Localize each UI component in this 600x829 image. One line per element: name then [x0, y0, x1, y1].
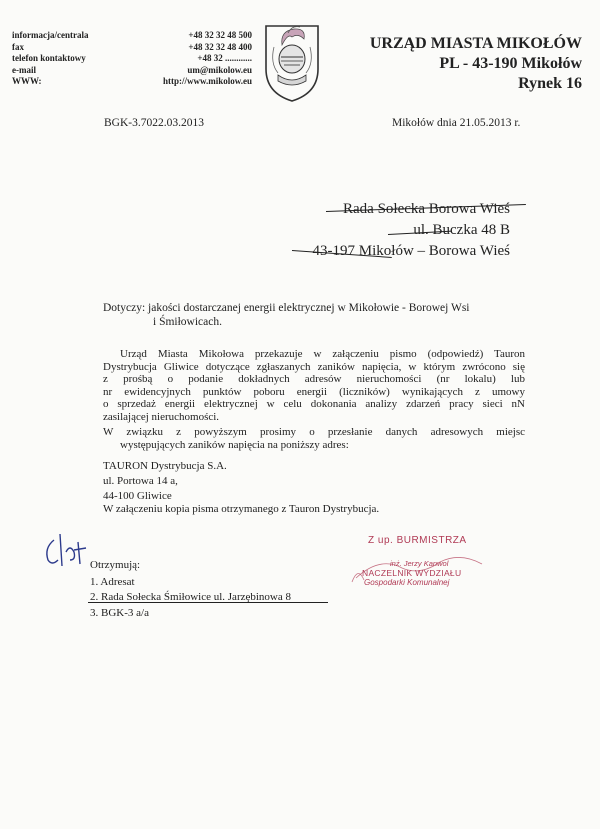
distribution-underline: [88, 602, 328, 603]
distribution-list: [90, 558, 291, 621]
paragraph-line: zasilającej nieruchomości.: [103, 411, 220, 423]
paragraph-line: z prośbą o podanie dokładnych adresów nieruchomości (nr lokalu) lub: [103, 373, 525, 386]
contact-value: +48 32 32 48 400: [188, 41, 252, 52]
contact-value: http://www.mikolow.eu: [162, 76, 252, 86]
subject-block: [103, 302, 569, 329]
office-name: URZĄD MIASTA MIKOŁÓW: [369, 35, 582, 52]
contact-label: telefon kontaktowy: [12, 53, 86, 63]
reference-number: BGK-3.7022.03.2013: [104, 117, 204, 129]
distribution-item: 1. Adresat: [90, 575, 135, 588]
recipient-city: 44-100 Gliwice: [103, 490, 172, 502]
subject-line2: i Śmiłowicach.: [153, 315, 222, 328]
recipient-street: ul. Portowa 14 a,: [103, 475, 178, 487]
paragraph-line: nr ewidencyjnych punktów poboru energii (liczników) wynikających z umowy: [103, 385, 525, 398]
contact-label: e-mail: [12, 64, 36, 75]
contact-value: +48 32 ............: [197, 53, 252, 63]
contact-value: um@mikolow.eu: [187, 64, 252, 75]
attachment-note: W załączeniu kopia pisma otrzymanego z Tauron Dystrybucja.: [103, 503, 380, 515]
coat-of-arms-icon: [262, 23, 322, 103]
subject-line1: jakości dostarczanej energii elektrycznej w Mikołowie - Borowej Wsi: [148, 302, 470, 314]
addressee-city: 43-197 Mikołów – Borowa Wieś: [312, 243, 510, 259]
paragraph-line: Dystrybucja Gliwice dotyczące zgłaszanych zaników napięcia, w którym zwrócono się: [103, 360, 525, 373]
contact-label: fax: [12, 41, 24, 52]
stamp-line4: Gospodarki Komunalnej: [364, 578, 450, 587]
addressee-name: Rada Sołecka Borowa Wieś: [343, 201, 510, 217]
contact-labels: [12, 30, 88, 88]
contact-label: informacja/centrala: [12, 30, 89, 40]
paragraph-2-line2: występujących zaników napięcia na poniższy adres:: [120, 439, 349, 451]
office-postal: PL - 43-190 Mikołów: [439, 55, 582, 72]
recipient-address: [103, 459, 227, 504]
paragraph-line: Urząd Miasta Mikołowa przekazuje w załączeniu pismo (odpowiedź) Tauron: [120, 348, 525, 360]
stamp-line3: NACZELNIK WYDZIAŁU: [362, 568, 462, 578]
contact-value: +48 32 32 48 500: [188, 30, 252, 40]
stamp-line2: inż. Jerzy Kanwol: [390, 559, 449, 568]
paragraph-1: [103, 348, 525, 411]
subject-label: Dotyczy:: [103, 302, 146, 314]
stamp-line1: Z up. BURMISTRZA: [368, 535, 467, 546]
paragraph-line: o sprzedaż energii elektrycznej w celu dokonania analizy zdarzeń pracy sieci nN: [103, 398, 525, 411]
distribution-item: 3. BGK-3 a/a: [90, 606, 149, 619]
stamp-signature-scribble: [350, 552, 490, 586]
contact-label: WWW:: [12, 76, 42, 86]
addressee-street: ul. Buczka 48 B: [413, 222, 510, 238]
recipient-company: TAURON Dystrybucja S.A.: [103, 460, 227, 472]
place-date: Mikołów dnia 21.05.2013 r.: [392, 117, 521, 129]
distribution-item: 2. Rada Sołecka Śmiłowice ul. Jarzębinowa 8: [90, 591, 292, 603]
office-title: [332, 34, 582, 93]
office-street: Rynek 16: [518, 75, 582, 92]
distribution-heading: Otrzymują:: [90, 559, 141, 571]
contact-values: [150, 30, 252, 88]
paragraph-2-line1: W związku z powyższym prosimy o przesłanie danych adresowych miejsc: [103, 426, 525, 438]
